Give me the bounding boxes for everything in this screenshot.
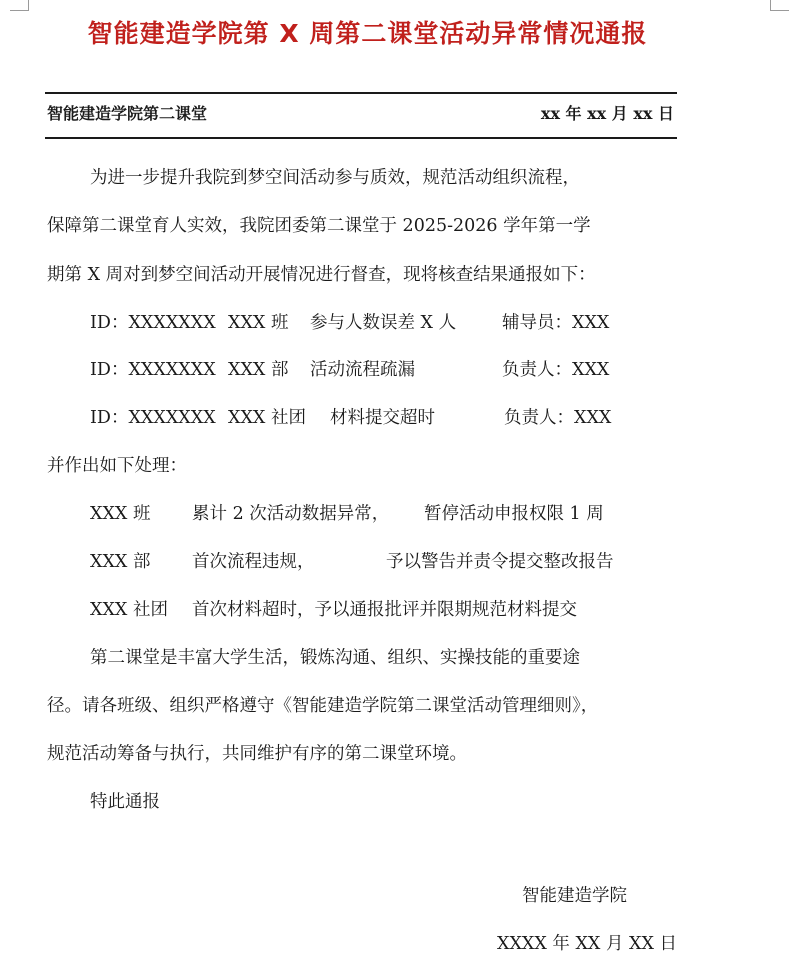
header-top-rule <box>45 92 677 94</box>
document-title: 智能建造学院第 X 周第二课堂活动异常情况通报 <box>87 19 648 48</box>
handling-unit: XXX 社团 <box>90 600 168 620</box>
closing-line: 规范活动筹备与执行，共同维护有序的第二课堂环境。 <box>47 744 467 764</box>
handling-unit: XXX 部 <box>90 552 151 572</box>
handling-action: 暂停活动申报权限 1 周 <box>424 504 604 524</box>
intro-line: 期第 X 周对到梦空间活动开展情况进行督查，现将核查结果通报如下： <box>47 265 596 285</box>
crop-mark-left <box>10 0 29 11</box>
finding-unit: XXX 班 <box>228 313 289 333</box>
finding-unit: XXX 社团 <box>228 408 306 428</box>
handling-row <box>90 548 690 572</box>
handling-row <box>90 500 690 524</box>
finding-id: ID：XXXXXXX <box>90 313 216 333</box>
finding-contact: 辅导员：XXX <box>502 313 610 333</box>
header-issuer: 智能建造学院第二课堂 <box>47 104 208 123</box>
closing-line: 第二课堂是丰富大学生活，锻炼沟通、组织、实操技能的重要途 <box>90 648 580 668</box>
finding-row <box>90 309 690 333</box>
notice-end: 特此通报 <box>90 792 160 812</box>
signature-org: 智能建造学院 <box>522 886 627 906</box>
crop-mark-right <box>770 0 789 11</box>
finding-id: ID：XXXXXXX <box>90 360 216 380</box>
handling-reason: 累计 2 次活动数据异常， <box>192 504 390 524</box>
handling-intro: 并作出如下处理： <box>47 456 187 476</box>
header-bottom-rule <box>45 137 677 139</box>
intro-line: 为进一步提升我院到梦空间活动参与质效，规范活动组织流程， <box>90 168 580 188</box>
finding-unit: XXX 部 <box>228 360 289 380</box>
handling-row <box>90 596 690 620</box>
finding-issue: 活动流程疏漏 <box>310 360 415 380</box>
closing-line: 径。请各班级、组织严格遵守《智能建造学院第二课堂活动管理细则》， <box>47 696 599 716</box>
handling-unit: XXX 班 <box>90 504 151 524</box>
header-date: xx 年 xx 月 xx 日 <box>540 104 674 123</box>
finding-id: ID：XXXXXXX <box>90 408 216 428</box>
finding-row <box>90 356 690 380</box>
signature-date: XXXX 年 XX 月 XX 日 <box>497 934 677 954</box>
finding-issue: 参与人数误差 X 人 <box>310 313 457 333</box>
handling-reason: 首次材料超时，予以通报批评并限期规范材料提交 <box>192 600 577 620</box>
finding-contact: 负责人：XXX <box>502 360 610 380</box>
handling-action: 予以警告并责令提交整改报告 <box>386 552 614 572</box>
finding-contact: 负责人：XXX <box>504 408 612 428</box>
finding-row <box>90 404 690 428</box>
intro-line: 保障第二课堂育人实效，我院团委第二课堂于 2025-2026 学年第一学 <box>47 216 591 236</box>
finding-issue: 材料提交超时 <box>330 408 435 428</box>
handling-reason: 首次流程违规， <box>192 552 315 572</box>
